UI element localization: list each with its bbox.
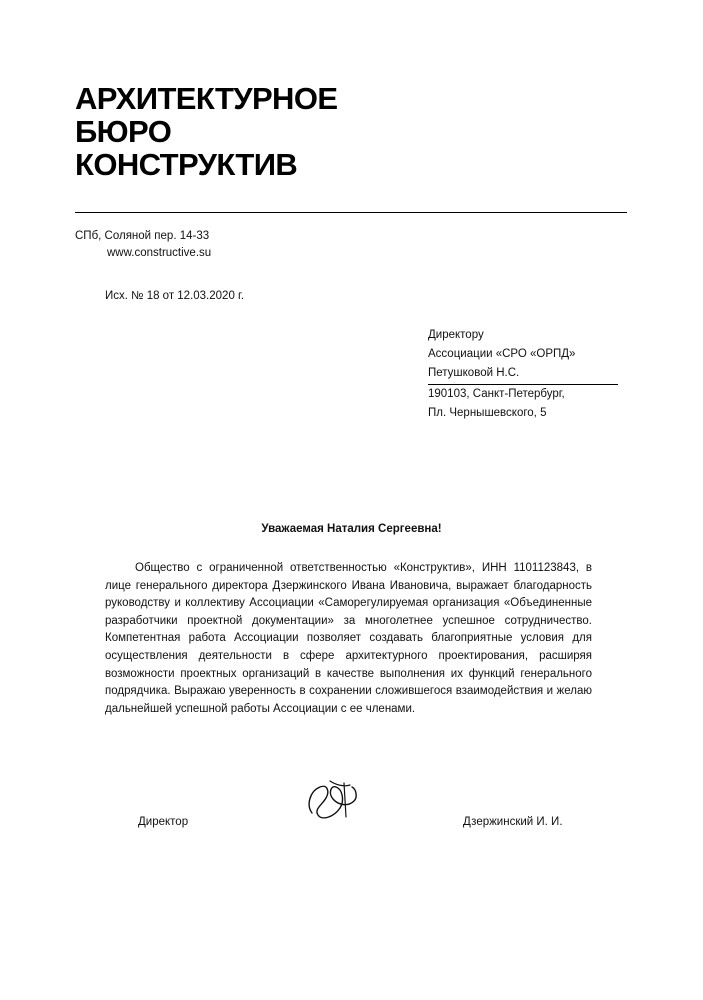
company-website: www.constructive.su — [107, 247, 212, 259]
letter-salutation: Уважаемая Наталия Сергеевна! — [261, 523, 442, 535]
outgoing-number: Исх. № 18 от 12.03.2020 г. — [105, 290, 245, 302]
logo-line-1: АРХИТЕКТУРНОЕ — [75, 81, 338, 116]
logo-line-2: БЮРО — [75, 114, 172, 149]
addressee-line-2: Ассоциации «СРО «ОРПД» — [428, 348, 576, 360]
signer-name: Дзержинский И. И. — [463, 816, 563, 828]
addressee-line-1: Директору — [428, 329, 484, 341]
logo-line-3: КОНСТРУКТИВ — [75, 147, 298, 182]
handwritten-signature-icon — [300, 775, 370, 825]
letter-body: Общество с ограниченной ответственностью «Конструктив», ИНН 1101123843, в лице генерального директора Дзержинского Ивана Ивановича, выражает благодарность руководству и коллективу Ассоциации «Саморегулируемая организация «Объединенные разработчики проектной документации» за многолетнее успешное сотрудничество. Компетентная работа Ассоциации позволяет создавать благоприятные условия для осуществления деятельности в сфере архитектурного проектирования, расширяя возможности проектных организаций в качестве выполнения их функций генерального подрядчика. Выражаю уверенность в сохранении сложившегося взаимодействия и желаю дальнейшей успешной работы Ассоциации с ее членами. — [105, 562, 592, 715]
addressee-line-4: 190103, Санкт-Петербург, — [428, 388, 565, 400]
company-address: СПб, Соляной пер. 14-33 — [75, 230, 210, 242]
company-contacts — [75, 228, 211, 262]
signer-role: Директор — [138, 816, 189, 828]
addressee-block — [428, 326, 658, 423]
letterhead-logo — [75, 82, 635, 181]
addressee-line-5: Пл. Чернышевского, 5 — [428, 407, 547, 419]
header-divider — [75, 212, 627, 213]
addressee-line-3: Петушковой Н.С. — [428, 364, 618, 385]
